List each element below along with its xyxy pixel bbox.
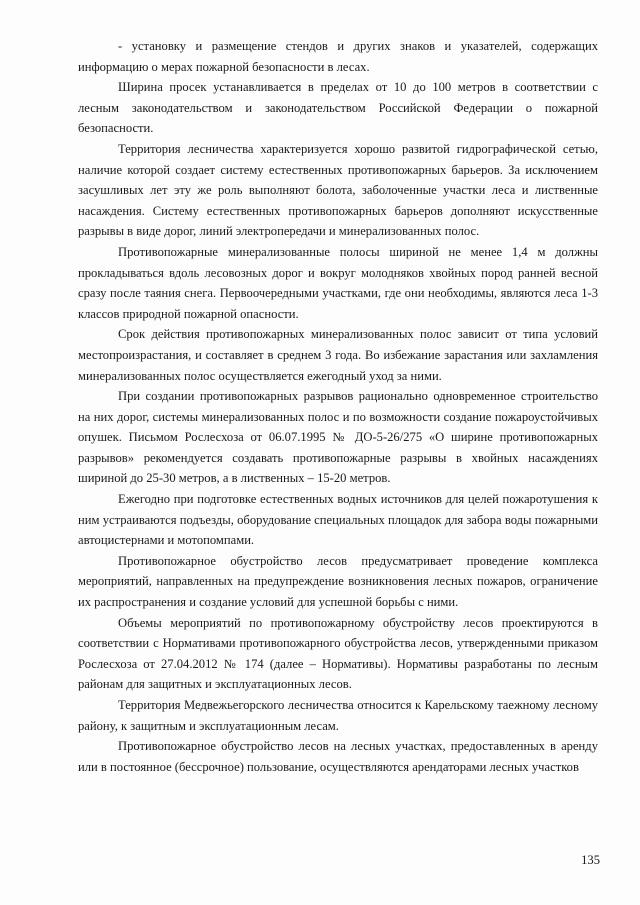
paragraph-fire-signs: - установку и размещение стендов и других знаков и указателей, содержащих информацию о мерах пожарной безопасности в лесах. [78,39,598,74]
paragraph-normatives: Объемы мероприятий по противопожарному обустройству лесов проектируются в соответствии с Нормативами противопожарного обустройства лесов, утвержденными приказом Рослесхоза от 27.04.2012 № 174 (далее – Нормативы). Нормативы разработаны по лесным районам для защитных и эксплуатационных лесов. [78,615,598,692]
paragraph-firebreak-construction: При создании противопожарных разрывов рационально одновременное строительство на них дорог, системы минерализованных полос и по возможности создание пожароустойчивых опушек. Письмом Рослесхоза от 06.07.1995 № ДО-5-26/275 «О ширине противопожарных разрывов» рекомендуется создавать противопожарные разрывы в хвойных насаждениях шириной до 25-30 метров, а в лиственных – 15-20 метров. [78,389,598,486]
paragraph-forest-district: Территория Медвежьегорского лесничества относится к Карельскому таежному лесному району, к защитным и эксплуатационным лесам. [78,698,598,733]
paragraph-strip-duration: Срок действия противопожарных минерализованных полос зависит от типа условий местопроизрастания, и составляет в среднем 3 года. Во избежание зарастания или захламления минерализованных полос осуществляется ежегодный уход за ними. [78,327,598,383]
paragraph-mineralized-strips: Противопожарные минерализованные полосы шириной не менее 1,4 м должны прокладываться вдоль лесовозных дорог и вокруг молодняков хвойных пород ранней весной сразу после таяния снега. Первоочередными участками, где они необходимы, являются леса 1-3 классов природной пожарной опасности. [78,244,598,321]
body-text [78,36,598,777]
paragraph-leased-plots: Противопожарное обустройство лесов на лесных участках, предоставленных в аренду или в постоянное (бессрочное) пользование, осуществляются арендаторами лесных участков [78,739,598,774]
paragraph-fire-prevention: Противопожарное обустройство лесов предусматривает проведение комплекса мероприятий, направленных на предупреждение возникновения лесных пожаров, ограничение их распространения и создание условий для успешной борьбы с ними. [78,553,598,610]
paragraph-water-sources: Ежегодно при подготовке естественных водных источников для целей пожаротушения к ним устраиваются подъезды, оборудование специальных площадок для забора воды пожарными автоцистернами и мотопомпами. [78,492,598,548]
paragraph-hydrographic-network: Территория лесничества характеризуется хорошо развитой гидрографической сетью, наличие которой создает систему естественных противопожарных барьеров. За исключением засушливых лет эту же роль выполняют болота, заболоченные участки леса и лиственные насаждения. Систему естественных противопожарных барьеров дополняют искусственные разрывы в виде дорог, линий электропередачи и минерализованных полос. [78,141,598,239]
paragraph-clearing-width: Ширина просек устанавливается в пределах от 10 до 100 метров в соответствии с лесным законодательством и законодательством Российской Федерации о пожарной безопасности. [78,80,598,136]
page-number: 135 [581,853,600,867]
